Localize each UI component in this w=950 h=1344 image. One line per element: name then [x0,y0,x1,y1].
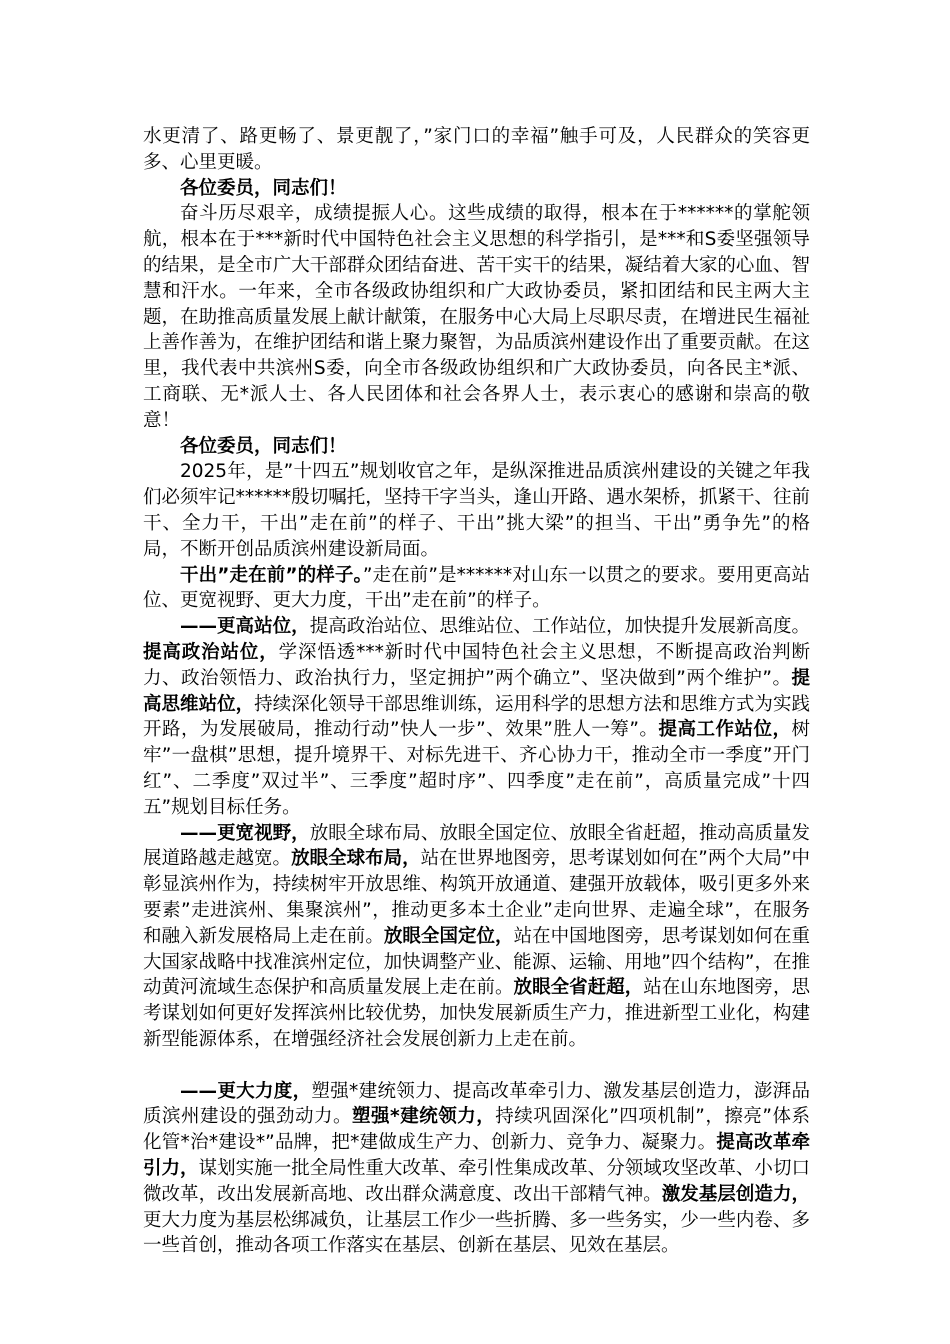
text-run: 站在山东地图旁，思考谋划如何更好发挥滨州比较优势，加快发展新质生产力，推进新型工业化，构建新型能源体系，在增强经济社会发展创新力上走在前。 [143,977,810,1050]
bold-run: 放眼全国定位， [383,925,514,947]
text-run: 放眼全球布局、放眼全国定位、放眼全省赶超，推动高质量发展道路越走越宽。 [143,822,810,870]
paragraph-6-text: ”走在前”是******对山东一以贯之的要求。要用更高站位、更宽视野、更大力度，干出”走在前”的样子。 [143,564,810,612]
salutation-1-text: 各位委员，同志们！ [180,177,347,199]
salutation-1 [143,176,810,202]
bold-run: 塑强*建统领力， [352,1106,496,1128]
paragraph-6 [143,563,810,615]
text-run: 谋划实施一批全局性重大改革、牵引性集成改革、分领域攻坚改革、小切口微改革，改出发展新高地、改出群众满意度、改出干部精气神。 [143,1158,810,1205]
text-run: 树牢”一盘棋”思想，提升境界干、对标先进干、齐心协力干，推动全市一季度”开门红”、二季度”双过半”、三季度”超时序”、四季度”走在前”，高质量完成”十四五”规划目标任务。 [143,719,810,818]
bold-run: 提高改革牵引力， [143,1132,810,1180]
paragraph-9 [143,1079,810,1260]
paragraph-1: 水更清了、路更畅了、景更靓了，”家门口的幸福”触手可及，人民群众的笑容更多、心里更暖。 [143,126,810,173]
text-run: 更大力度为基层松绑减负，让基层工作少一些折腾、多一些务实，少一些内卷、多一些首创，推动各项工作落实在基层、创新在基层、见效在基层。 [143,1209,810,1257]
bold-run: 提高政治站位， [143,641,279,663]
paragraph-6-heading: 干出”走在前”的样子。 [180,564,363,586]
paragraph-7 [143,614,810,820]
bold-run: ——更高站位， [180,616,310,638]
text-run: 提高政治站位、思维站位、工作站位，加快提升发展新高度。 [309,616,810,638]
bold-run: 放眼全省赶超， [513,977,644,999]
bold-run: 提高思维站位， [143,667,810,715]
salutation-2-text: 各位委员，同志们！ [180,435,347,457]
bold-run: 激发基层创造力， [661,1183,810,1205]
bold-run: ——更宽视野， [180,822,310,844]
salutation-2 [143,434,810,460]
bold-run: 放眼全球布局， [291,848,421,870]
bold-run: ——更大力度， [180,1080,312,1102]
paragraph-5: 2025年，是”十四五”规划收官之年，是纵深推进品质滨州建设的关键之年我们必须牢记******殷切嘱托，坚持干字当头，逢山开路、遇水架桥，抓紧干、往前干、全力干，干出”走在前”的样子、干出”挑大梁”的担当、干出”勇争先”的格局，不断开创品质滨州建设新局面。 [143,461,810,560]
text-run: 持续深化领导干部思维训练，运用科学的思想方法和思维方式为实践开路，为发展破局，推动行动”快人一步”、效果”胜人一筹”。 [143,693,810,741]
text-run: 站在中国地图旁，思考谋划如何在重大国家战略中找准滨州定位，加快调整产业、能源、运输、用地”四个结构”，在推动黄河流域生态保护和高质量发展上走在前。 [143,925,810,999]
bold-run: 提高工作站位， [658,719,792,741]
paragraph-8 [143,821,810,1053]
blank-line [143,1053,810,1079]
text-run: 学深悟透***新时代中国特色社会主义思想，不断提高政治判断力、政治领悟力、政治执行力，坚定拥护”两个确立”、坚决做到”两个维护”。 [143,641,810,689]
text-run: 站在世界地图旁，思考谋划如何在”两个大局”中彰显滨州作为，持续树牢开放思维、构筑开放通道、建强开放载体，吸引更多外来要素”走进滨州、集聚滨州”，推动更多本土企业”走向世界、走遍全球”，在服务和融入新发展格局上走在前。 [143,848,810,947]
text-run: 持续巩固深化”四项机制”，擦亮”体系化管*治*建设*”品牌，把*建做成生产力、创新力、竞争力、凝聚力。 [143,1106,810,1154]
paragraph-3: 奋斗历尽艰辛，成绩提振人心。这些成绩的取得，根本在于******的掌舵领航，根本在于***新时代中国特色社会主义思想的科学指引，是***和S委坚强领导的结果，是全市广大干部群众团结奋进、苦干实干的结果，凝结着大家的心血、智慧和汗水。一年来，全市各级政协组织和广大政协委员，紧扣团结和民主两大主题，在助推高质量发展上献计献策，在服务中心大局上尽职尽责，在增进民生福祉上善作善为，在维护团结和谐上聚力聚智，为品质滨州建设作出了重要贡献。在这里，我代表中共滨州S委，向全市各级政协组织和广大政协委员，向各民主*派、工商联、无*派人士、各人民团体和社会各界人士，表示衷心的感谢和崇高的敬意！ [143,203,810,431]
text-run: 塑强*建统领力、提高改革牵引力、激发基层创造力，澎湃品质滨州建设的强劲动力。 [143,1080,810,1128]
document-body [143,124,810,1259]
